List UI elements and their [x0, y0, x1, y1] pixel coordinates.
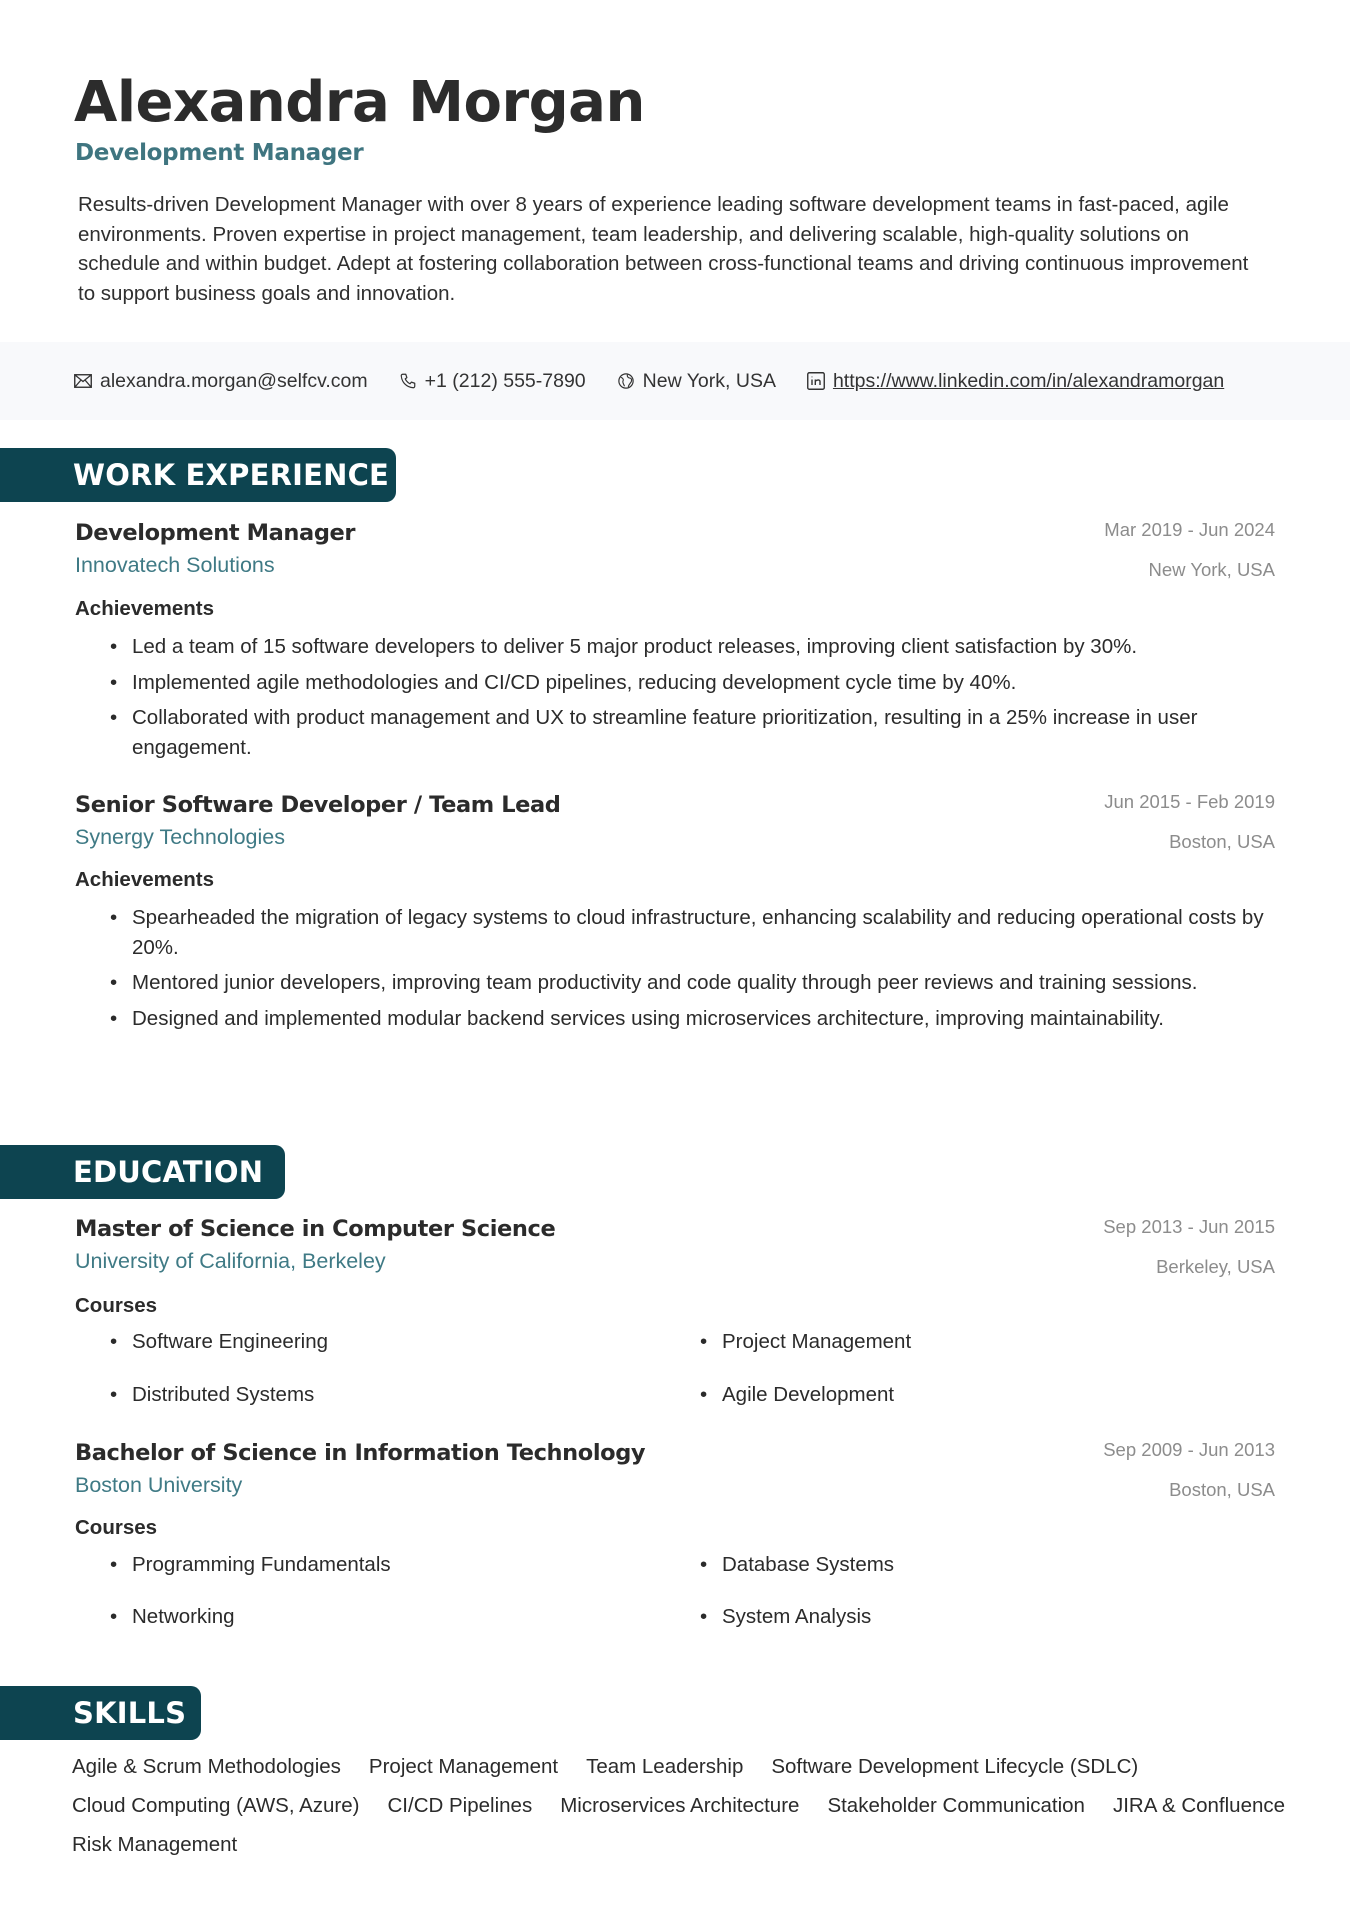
skill-item: Agile & Scrum Methodologies	[72, 1755, 341, 1778]
list-item: • Spearheaded the migration of legacy systems to cloud infrastructure, enhancing scalability and reducing operational costs by 20%.	[110, 903, 1275, 962]
skills-list	[72, 1753, 1292, 1858]
school-name: Boston University	[75, 1473, 243, 1497]
skill-item: CI/CD Pipelines	[387, 1794, 533, 1817]
section-header-education: EDUCATION	[0, 1145, 285, 1199]
candidate-name: Alexandra Morgan	[74, 70, 645, 135]
contact-bar	[0, 342, 1350, 420]
location-text: New York, USA	[642, 369, 776, 392]
courses-heading: Courses	[75, 1294, 158, 1317]
job-title: Senior Software Developer / Team Lead	[75, 792, 561, 818]
achievements-list	[110, 903, 1275, 1039]
skill-item: Software Development Lifecycle (SDLC)	[771, 1755, 1139, 1778]
job-location: Boston, USA	[1169, 831, 1275, 852]
globe-icon	[616, 371, 636, 391]
job-location: New York, USA	[1148, 559, 1275, 580]
contact-email[interactable]	[73, 370, 368, 393]
list-item: • Implemented agile methodologies and CI/CD pipelines, reducing development cycle time by 40%.	[110, 668, 1275, 698]
company-name: Synergy Technologies	[75, 825, 285, 849]
phone-text: +1 (212) 555-7890	[424, 369, 586, 392]
course-item: • Networking	[110, 1605, 235, 1629]
section-header-work-experience: WORK EXPERIENCE	[0, 448, 396, 502]
education-location: Berkeley, USA	[1156, 1256, 1275, 1277]
email-text: alexandra.morgan@selfcv.com	[100, 369, 368, 392]
linkedin-link[interactable]: https://www.linkedin.com/in/alexandramorgan	[832, 369, 1225, 392]
degree-title: Master of Science in Computer Science	[75, 1216, 556, 1242]
section-header-skills: SKILLS	[0, 1686, 201, 1740]
list-item: • Designed and implemented modular backend services using microservices architecture, improving maintainability.	[110, 1004, 1275, 1034]
course-item: • Distributed Systems	[110, 1383, 314, 1407]
company-name: Innovatech Solutions	[75, 553, 275, 577]
education-dates: Sep 2013 - Jun 2015	[1103, 1216, 1275, 1237]
achievements-heading: Achievements	[75, 868, 215, 891]
course-item: • Agile Development	[700, 1383, 894, 1407]
achievements-list	[110, 632, 1275, 768]
skill-item: Team Leadership	[586, 1755, 744, 1778]
courses-heading: Courses	[75, 1516, 158, 1539]
achievements-heading: Achievements	[75, 597, 215, 620]
job-dates: Mar 2019 - Jun 2024	[1104, 519, 1275, 540]
skill-item: Risk Management	[72, 1833, 238, 1856]
job-dates: Jun 2015 - Feb 2019	[1104, 791, 1275, 812]
skill-item: Project Management	[368, 1755, 559, 1778]
course-item: • Project Management	[700, 1330, 911, 1354]
course-item: • System Analysis	[700, 1605, 871, 1629]
list-item: • Collaborated with product management and UX to streamline feature prioritization, resulting in a 25% increase in user engagement.	[110, 703, 1275, 762]
list-item: • Led a team of 15 software developers to deliver 5 major product releases, improving client satisfaction by 30%.	[110, 632, 1275, 662]
degree-title: Bachelor of Science in Information Technology	[75, 1440, 646, 1466]
summary-paragraph: Results-driven Development Manager with over 8 years of experience leading software development teams in fast-paced, agile environments. Proven expertise in project management, team leadership, and delivering scalable, high-quality solutions on schedule and within budget. Adept at fostering collaboration between cross-functional teams and driving continuous improvement to support business goals and innovation.	[78, 193, 1249, 306]
education-location: Boston, USA	[1169, 1479, 1275, 1500]
contact-linkedin[interactable]	[806, 370, 1224, 393]
list-item: • Mentored junior developers, improving team productivity and code quality through peer reviews and training sessions.	[110, 968, 1275, 998]
skill-item: Stakeholder Communication	[827, 1794, 1085, 1817]
contact-location	[616, 370, 776, 393]
course-item: • Programming Fundamentals	[110, 1553, 391, 1577]
education-dates: Sep 2009 - Jun 2013	[1103, 1439, 1275, 1460]
skill-item: Microservices Architecture	[560, 1794, 800, 1817]
course-item: • Database Systems	[700, 1553, 894, 1577]
linkedin-icon	[806, 371, 826, 391]
skill-item: Cloud Computing (AWS, Azure)	[72, 1794, 360, 1817]
phone-icon	[398, 371, 418, 391]
envelope-icon	[73, 371, 93, 391]
job-title: Development Manager	[75, 520, 356, 546]
candidate-title: Development Manager	[75, 140, 364, 166]
school-name: University of California, Berkeley	[75, 1249, 386, 1273]
course-item: • Software Engineering	[110, 1330, 328, 1354]
contact-phone[interactable]	[398, 370, 586, 393]
skill-item: JIRA & Confluence	[1112, 1794, 1286, 1817]
